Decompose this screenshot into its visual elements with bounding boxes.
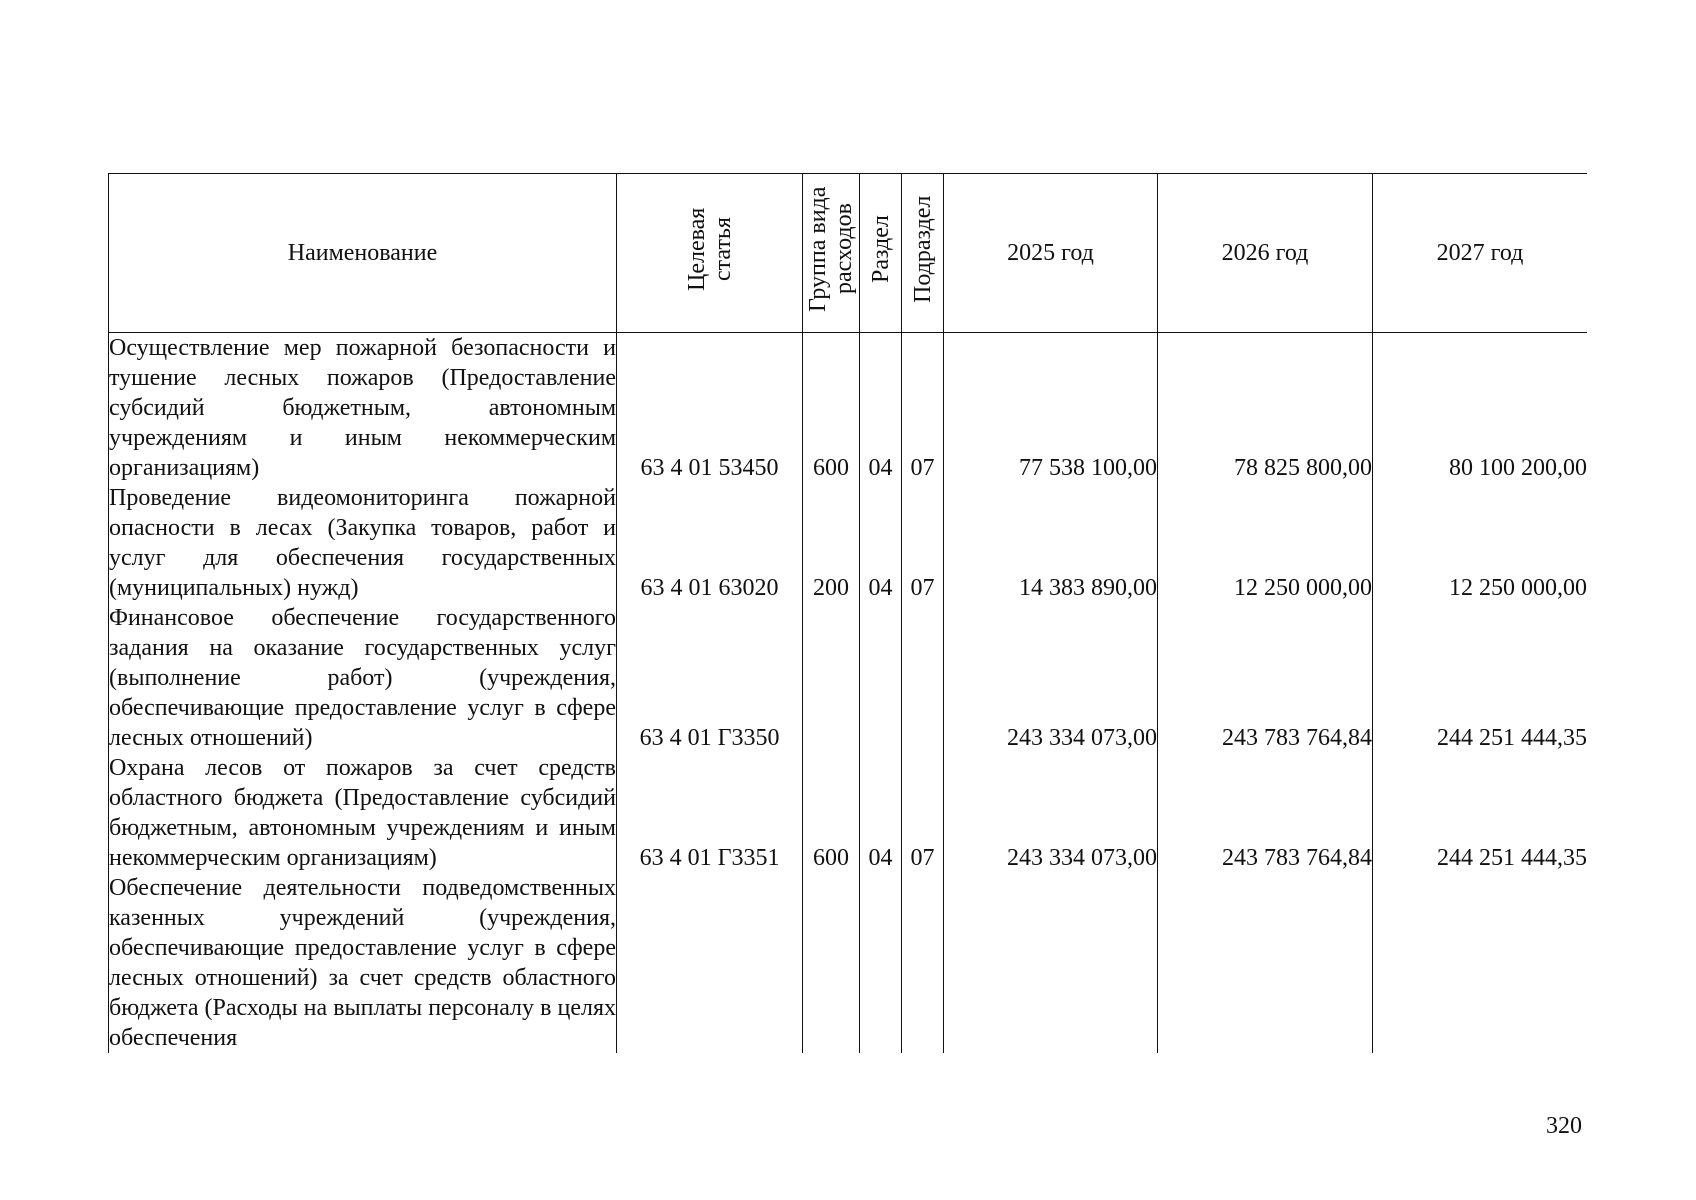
cell-section: 04 [860, 333, 902, 484]
table-row [109, 603, 1588, 753]
cell-2025: 243 334 073,00 [944, 603, 1158, 753]
header-name [109, 174, 617, 333]
cell-2026: 12 250 000,00 [1158, 483, 1373, 603]
budget-table-container [108, 173, 1587, 1090]
cell-section [860, 603, 902, 753]
header-section-label: Раздел [867, 215, 894, 283]
cell-2026: 78 825 800,00 [1158, 333, 1373, 484]
table-row [109, 483, 1588, 603]
cell-name: Осуществление мер пожарной безопасности и тушение лесных пожаров (Предоставление субсидий бюджетным, автономным учреждениям и иным некоммерческим организациям) [109, 333, 617, 484]
header-2027 [1373, 174, 1588, 333]
cell-section [860, 873, 902, 1053]
cell-subsection [902, 603, 944, 753]
header-target [617, 174, 803, 333]
header-group [803, 174, 860, 333]
header-2025 [944, 174, 1158, 333]
page-number: 320 [1546, 1113, 1582, 1139]
header-section [860, 174, 902, 333]
header-2026 [1158, 174, 1373, 333]
header-target-label: Целевая статья [683, 207, 736, 291]
cell-2026: 243 783 764,84 [1158, 753, 1373, 873]
cell-2026: 243 783 764,84 [1158, 603, 1373, 753]
cell-subsection: 07 [902, 753, 944, 873]
cell-2027: 12 250 000,00 [1373, 483, 1588, 603]
cell-section: 04 [860, 483, 902, 603]
cell-2025: 243 334 073,00 [944, 753, 1158, 873]
budget-table [108, 173, 1587, 1053]
header-group-label: Группа вида расходов [805, 186, 857, 312]
header-subsection [902, 174, 944, 333]
cell-name: Обеспечение деятельности подведомственных казенных учреждений (учреждения, обеспечивающие предоставление услуг в сфере лесных отношений) за счет средств областного бюджета (Расходы на выплаты персоналу в целях обеспечения [109, 875, 616, 1051]
cell-2027 [1373, 873, 1588, 1053]
table-row [109, 333, 1588, 484]
header-name-label: Наименование [287, 240, 438, 266]
header-2027-label: 2027 год [1436, 240, 1524, 266]
cell-2027: 244 251 444,35 [1373, 603, 1588, 753]
cell-target: 63 4 01 63020 [617, 483, 803, 603]
header-subsection-label: Подраздел [909, 195, 936, 303]
cell-subsection [902, 873, 944, 1053]
header-2025-label: 2025 год [1007, 240, 1094, 266]
table-row [109, 753, 1588, 873]
cell-target: 63 4 01 Г3350 [617, 603, 803, 753]
cell-name: Охрана лесов от пожаров за счет средств областного бюджета (Предоставление субсидий бюджетным, автономным учреждениям и иным некоммерческим организациям) [109, 755, 616, 871]
table-row [109, 873, 1588, 1053]
cell-subsection: 07 [902, 333, 944, 484]
cell-2027: 244 251 444,35 [1373, 753, 1588, 873]
cell-2025: 14 383 890,00 [944, 483, 1158, 603]
cell-2025 [944, 873, 1158, 1053]
cell-section: 04 [860, 753, 902, 873]
cell-2027: 80 100 200,00 [1373, 333, 1588, 484]
cell-subsection: 07 [902, 483, 944, 603]
cell-2026 [1158, 873, 1373, 1053]
cell-target: 63 4 01 Г3351 [617, 753, 803, 873]
cell-name: Финансовое обеспечение государственного задания на оказание государственных услуг (выполнение работ) (учреждения, обеспечивающие предоставление услуг в сфере лесных отношений) [109, 605, 616, 751]
cell-name: Проведение видеомониторинга пожарной опасности в лесах (Закупка товаров, работ и услуг для обеспечения государственных (муниципальных) нужд) [109, 485, 616, 601]
cell-group: 600 [803, 753, 860, 873]
header-2026-label: 2026 год [1221, 240, 1309, 266]
cell-group: 600 [803, 333, 860, 484]
cell-target [617, 873, 803, 1053]
cell-group [803, 603, 860, 753]
cell-group [803, 873, 860, 1053]
cell-2025: 77 538 100,00 [944, 333, 1158, 484]
cell-target: 63 4 01 53450 [617, 333, 803, 484]
table-header-row [109, 174, 1588, 333]
cell-group: 200 [803, 483, 860, 603]
